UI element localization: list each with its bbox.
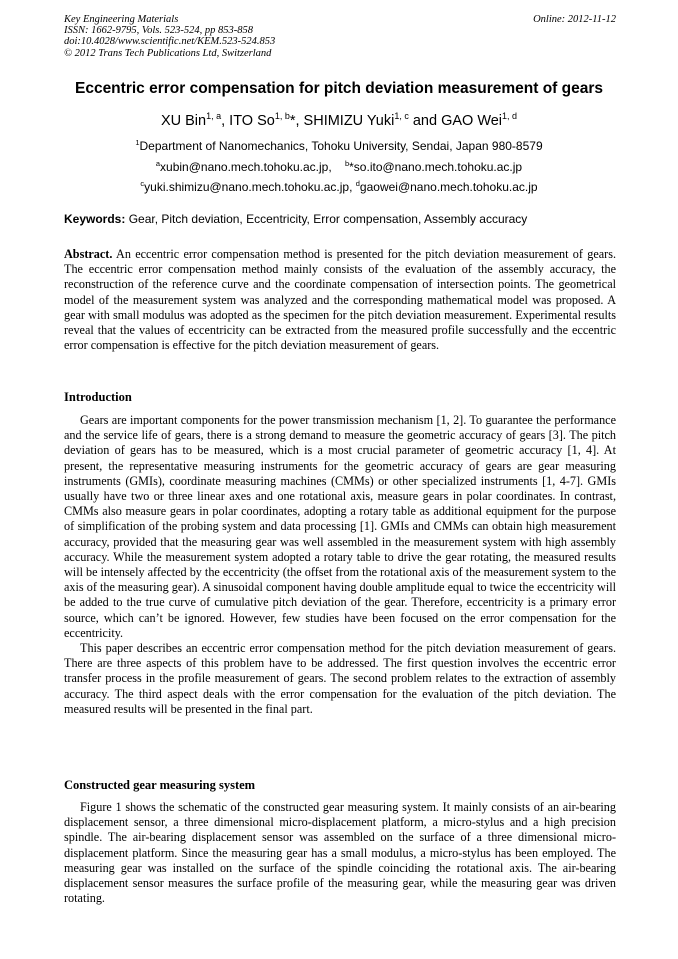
author-separator: *, (289, 113, 304, 129)
email-superscript: b (345, 159, 350, 168)
email-superscript: d (355, 179, 360, 188)
section-heading-introduction: Introduction (64, 390, 132, 404)
online-date: Online: 2012-11-12 (533, 14, 616, 25)
journal-name: Key Engineering Materials (64, 14, 179, 25)
email-link[interactable]: gaowei@nano.mech.tohoku.ac.jp (359, 180, 538, 194)
author-separator: , (221, 113, 230, 129)
email-line-1 (0, 160, 678, 174)
email-link[interactable]: yuki.shimizu@nano.mech.tohoku.ac.jp, (144, 180, 353, 194)
email-link[interactable]: *so.ito@nano.mech.tohoku.ac.jp (349, 160, 523, 174)
author-name: GAO Wei (441, 113, 503, 129)
affiliation-text: Department of Nanomechanics, Tohoku University, Sendai, Japan 980-8579 (139, 139, 543, 153)
journal-doi: doi:10.4028/www.scientific.net/KEM.523-524.853 (64, 36, 276, 48)
abstract-label: Abstract. (64, 247, 113, 261)
section-heading-system: Constructed gear measuring system (64, 778, 256, 792)
paragraph: Figure 1 shows the schematic of the constructed gear measuring system. It mainly consists of an air-bearing displacement sensor, a three dimensional micro-displacement platform, a micro-stylus and a high precision spindle. The air-bearing displacement sensor was assembled on the surface of a three dimensional micro-displacement platform. Since the measuring gear has a small modulus, a micro-stylus has been employed. The measuring gear was installed on the surface of the spindle coinciding the rotational axis. The air-bearing displacement sensor measures the surface profile of the measuring gear, while the measuring gear was driven rotating. (64, 800, 616, 906)
paragraph: Gears are important components for the power transmission mechanism [1, 2]. To guarantee the performance and the service life of gears, there is a strong demand to measure the geometric accuracy of gears [3]. The pitch deviation of gears has to be measured, which is a most crucial parameter of geometric accuracy [1, 4]. At present, the representative measuring instruments for the geometric accuracy of gears are gear measuring instruments (GMIs), coordinate measuring machines (CMMs) or other specialized instruments [1, 4-7]. GMIs usually have two or three linear axes and one rotational axis, measure gears in polar coordinates. In contrast, CMMs also measure gears in polar coordinates, adopting a rotary table as additional equipment for the purpose of simplification of the probing system and data processing [1]. GMIs and CMMs can obtain high measurement accuracy, provided that the measuring gear was well assembled in the measurement system with high assembly accuracy. While the measurement system adopted a rotary table to drive the gear rotating, the measured results will be intensely affected by the eccentricity (the offset from the rotational axis of the measurement system to the axis of the measuring gear). A sinusoidal component having double amplitude equal to twice the eccentricity will be added to the true curve of cumulative pitch deviation of the gear. Therefore, eccentricity is a primary error source, which can’t be ignored. However, few studies have been focused on the error compensation for the eccentricity. (64, 413, 616, 640)
affiliation-superscript: 1 (135, 138, 140, 147)
affiliation (0, 139, 678, 153)
author-superscript: 1, d (502, 111, 518, 122)
paragraph: This paper describes an eccentric error compensation method for the pitch deviation measurement of gears. There are three aspects of this problem have to be addressed. The first question involves the eccentric error transfer process in the profile measurement of gears. The second problem relates to the extraction of assembly accuracy. The third aspect deals with the error compensation for the evaluation of the pitch deviation. The measured results will be presented in the final part. (64, 641, 616, 716)
author-superscript: 1, c (394, 111, 409, 122)
author-separator: and (408, 113, 442, 129)
journal-copyright: © 2012 Trans Tech Publications Ltd, Switzerland (64, 47, 272, 59)
journal-header (64, 14, 616, 59)
email-line-2 (0, 180, 678, 194)
author-name: ITO So (229, 113, 275, 129)
introduction-body (64, 413, 616, 717)
email-link[interactable]: xubin@nano.mech.tohoku.ac.jp, (160, 160, 332, 174)
keywords-text: Gear, Pitch deviation, Eccentricity, Error compensation, Assembly accuracy (128, 212, 528, 226)
abstract (64, 247, 616, 353)
keywords-label: Keywords: (64, 212, 126, 226)
author-name: XU Bin (160, 113, 207, 129)
paper-title: Eccentric error compensation for pitch deviation measurement of gears (74, 80, 603, 97)
keywords (64, 212, 616, 226)
journal-issn: ISSN: 1662-9795, Vols. 523-524, pp 853-858 (64, 25, 253, 37)
system-body (64, 800, 616, 906)
abstract-text: An eccentric error compensation method is presented for the pitch deviation measurement of gears. The eccentric error compensation method mainly consists of the evaluation of the assembly accuracy, the reconstruction of the reference curve and the coordinate compensation of intersection points. The geometrical model of the measurement system was analyzed and the corresponding mathematical model was proposed. A gear with small modulus was adopted as the specimen for the pitch deviation measurement. Experimental results reveal that the values of eccentricity can be extracted from the measured profile successfully and the eccentric error compensation is effective for the pitch deviation measurement of gears. (64, 247, 616, 353)
author-name: SHIMIZU Yuki (303, 113, 395, 129)
email-superscript: c (140, 179, 145, 188)
author-list (0, 113, 678, 129)
email-superscript: a (155, 159, 161, 168)
author-superscript: 1, b (274, 111, 290, 122)
author-superscript: 1, a (206, 111, 222, 122)
